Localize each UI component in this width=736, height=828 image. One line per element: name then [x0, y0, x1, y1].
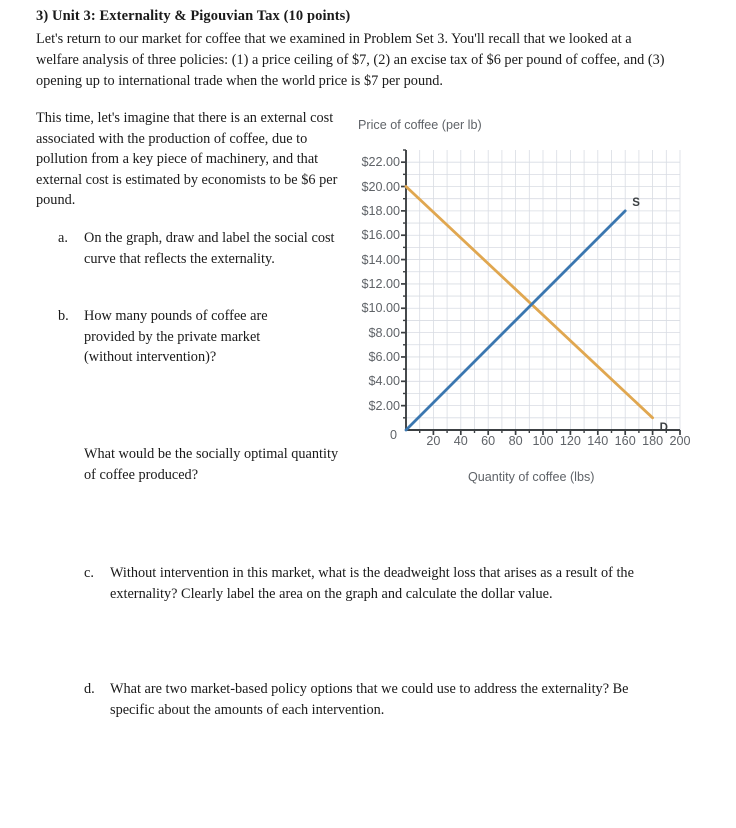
question-item-b: [58, 306, 308, 368]
question-text-a: On the graph, draw and label the social cost curve that reflects the externality.: [84, 230, 335, 267]
y-tick-label: $2.00: [368, 398, 400, 413]
y-tick-label: $4.00: [368, 374, 400, 389]
chart-plot-area: [334, 112, 736, 452]
y-tick-label: $14.00: [361, 252, 400, 267]
y-tick-label: $16.00: [361, 228, 400, 243]
x-tick-label: 100: [532, 434, 554, 448]
question-text-d: What are two market-based policy options that we could use to address the externality? Be specific about the amounts of each intervention.: [110, 681, 629, 718]
x-tick-label: 140: [587, 434, 609, 448]
x-tick-label: 80: [508, 434, 523, 448]
page-title: 3) Unit 3: Externality & Pigouvian Tax (10 points): [36, 8, 351, 24]
x-tick-label: 20: [426, 434, 441, 448]
chart-title: Price of coffee (per lb): [358, 118, 482, 132]
question-item-a: [58, 228, 344, 269]
svg-text:S: S: [632, 196, 640, 209]
y-tick-label: $22.00: [361, 155, 400, 170]
question-text-c: Without intervention in this market, what is the deadweight loss that arises as a result of the externality? Clearly label the area on the graph and calculate the dollar value.: [110, 565, 634, 602]
context-paragraph: This time, let's imagine that there is an external cost associated with the production of coffee, due to pollution from a key piece of machinery, and that external cost is estimated by economists to be $6 per pound.: [36, 110, 338, 208]
question-marker-b: b.: [58, 308, 69, 324]
y-tick-label: $18.00: [361, 203, 400, 218]
x-tick-label: 120: [559, 434, 581, 448]
question-item-c: [84, 563, 664, 604]
question-marker-a: a.: [58, 230, 68, 246]
y-tick-label: $6.00: [368, 349, 400, 364]
follow-up-question: What would be the socially optimal quantity of coffee produced?: [84, 446, 339, 483]
x-tick-label: 60: [481, 434, 496, 448]
x-tick-label: 160: [614, 434, 636, 448]
y-tick-label: $12.00: [361, 276, 400, 291]
question-marker-d: d.: [84, 681, 95, 697]
y-axis-origin-label: 0: [390, 428, 398, 442]
x-tick-label: 40: [453, 434, 468, 448]
y-tick-label: $20.00: [361, 179, 400, 194]
x-tick-label: 180: [642, 434, 664, 448]
svg-text:D: D: [659, 421, 668, 434]
supply-demand-chart: [334, 112, 736, 492]
x-axis-title: Quantity of coffee (lbs): [468, 470, 595, 484]
intro-paragraph: Let's return to our market for coffee that we examined in Problem Set 3. You'll recall that we looked at a welfare analysis of three policies: (1) a price ceiling of $7, (2) an excise tax of $6 per pound of coffee, and (3) opening up to international trade when the world price is $7 per pound.: [36, 31, 665, 89]
question-item-d: [84, 679, 664, 720]
y-tick-label: $8.00: [368, 325, 400, 340]
x-tick-label: 200: [669, 434, 691, 448]
y-tick-label: $10.00: [361, 301, 400, 316]
question-marker-c: c.: [84, 565, 94, 581]
question-text-b: How many pounds of coffee are provided by the private market (without intervention)?: [84, 308, 268, 365]
